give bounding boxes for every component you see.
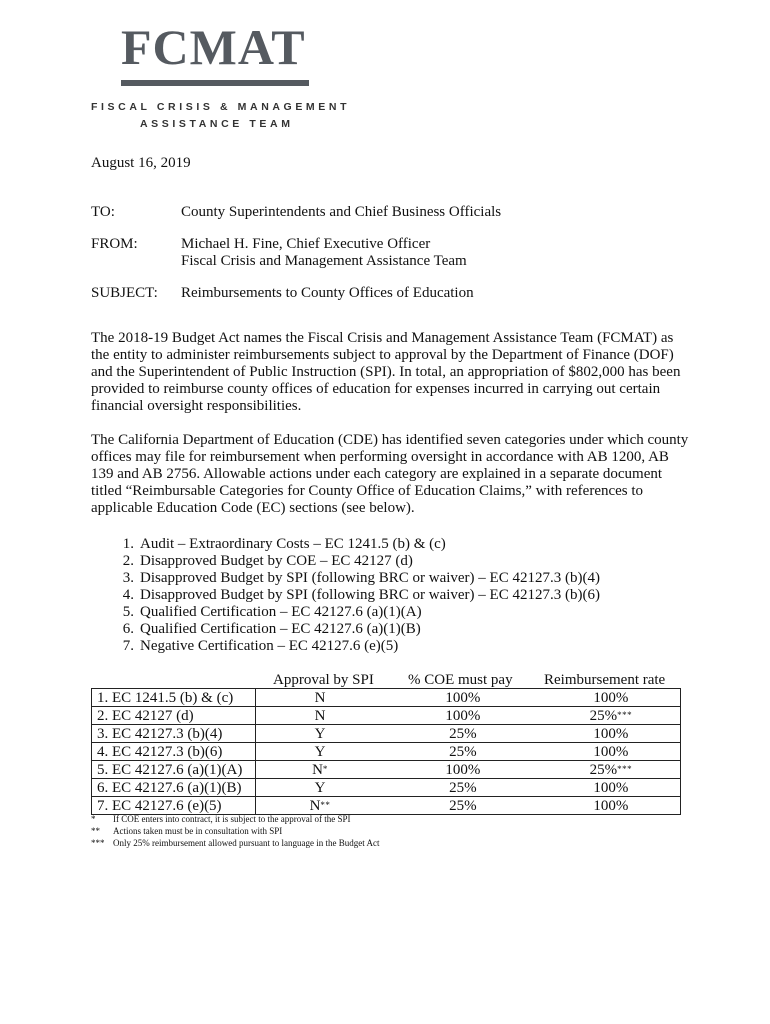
body-paragraph-2: The California Department of Education (CDE) has identified seven categories under which county offices may file for reimbursement when performing oversight in accordance with AB 1200, AB 139 and AB 2756. Allowable actions under each category are explained in a separate document titled “Reimbursable Categories for County Office of Education Claims,” with references to applicable Education Code (EC) sections (see below). bbox=[91, 432, 689, 516]
table-row: 3. EC 42127.3 (b)(4) Y 25% 100% bbox=[92, 725, 681, 743]
footnote: *** Only 25% reimbursement allowed pursuant to language in the Budget Act bbox=[91, 838, 380, 848]
footnotes bbox=[91, 813, 379, 849]
body-paragraph-1: The 2018-19 Budget Act names the Fiscal Crisis and Management Assistance Team (FCMAT) as the entity to administer reimbursements subject to approval by the Department of Finance (DOF) and the Superintendent of Public Instruction (SPI). In total, an appropriation of $802,000 has been provided to reimburse county offices of education for expenses incurred in carrying out certain financial oversight responsibilities. bbox=[91, 330, 681, 414]
subject-value: Reimbursements to County Offices of Education bbox=[181, 285, 474, 301]
table-row: 2. EC 42127 (d) N 100% 25%*** bbox=[92, 707, 681, 725]
table-row: 5. EC 42127.6 (a)(1)(A) N* 100% 25%*** bbox=[92, 761, 681, 779]
from-label: FROM: bbox=[91, 236, 138, 252]
list-item: 6. Qualified Certification – EC 42127.6 (a)(1)(B) bbox=[122, 621, 421, 637]
to-label: TO: bbox=[91, 204, 115, 220]
logo-tagline-line2: ASSISTANCE TEAM bbox=[140, 118, 294, 130]
list-item: 1. Audit – Extraordinary Costs – EC 1241.5 (b) & (c) bbox=[122, 536, 446, 552]
footnote: ** Actions taken must be in consultation with SPI bbox=[91, 826, 283, 836]
list-item: 2. Disapproved Budget by COE – EC 42127 (d) bbox=[122, 553, 413, 569]
header-approval: Approval by SPI bbox=[273, 672, 374, 688]
category-list bbox=[91, 536, 600, 655]
list-item: 4. Disapproved Budget by SPI (following BRC or waiver) – EC 42127.3 (b)(6) bbox=[122, 587, 600, 603]
table-row: 6. EC 42127.6 (a)(1)(B) Y 25% 100% bbox=[92, 779, 681, 797]
list-item: 5. Qualified Certification – EC 42127.6 (a)(1)(A) bbox=[122, 604, 422, 620]
logo-tagline-line1: FISCAL CRISIS & MANAGEMENT bbox=[91, 101, 351, 113]
list-item: 3. Disapproved Budget by SPI (following BRC or waiver) – EC 42127.3 (b)(4) bbox=[122, 570, 600, 586]
subject-label: SUBJECT: bbox=[91, 285, 158, 301]
table-row: 1. EC 1241.5 (b) & (c) N 100% 100% bbox=[92, 689, 681, 707]
list-item: 7. Negative Certification – EC 42127.6 (e)(5) bbox=[122, 638, 399, 654]
fcmat-logo bbox=[121, 19, 309, 75]
from-line2: Fiscal Crisis and Management Assistance Team bbox=[181, 253, 467, 269]
to-value: County Superintendents and Chief Business Officials bbox=[181, 204, 502, 220]
table-row: 7. EC 42127.6 (e)(5) N** 25% 100% bbox=[92, 797, 681, 815]
logo-wordmark: FCMAT bbox=[121, 19, 306, 75]
table-row: 4. EC 42127.3 (b)(6) Y 25% 100% bbox=[92, 743, 681, 761]
from-line1: Michael H. Fine, Chief Executive Officer bbox=[181, 236, 431, 252]
header-coe-pay: % COE must pay bbox=[408, 672, 513, 688]
memo-date: August 16, 2019 bbox=[91, 155, 191, 171]
logo-underline bbox=[121, 80, 309, 86]
footnote: * If COE enters into contract, it is subject to the approval of the SPI bbox=[91, 814, 351, 824]
header-rate: Reimbursement rate bbox=[544, 672, 666, 688]
reimbursement-table bbox=[91, 688, 681, 815]
